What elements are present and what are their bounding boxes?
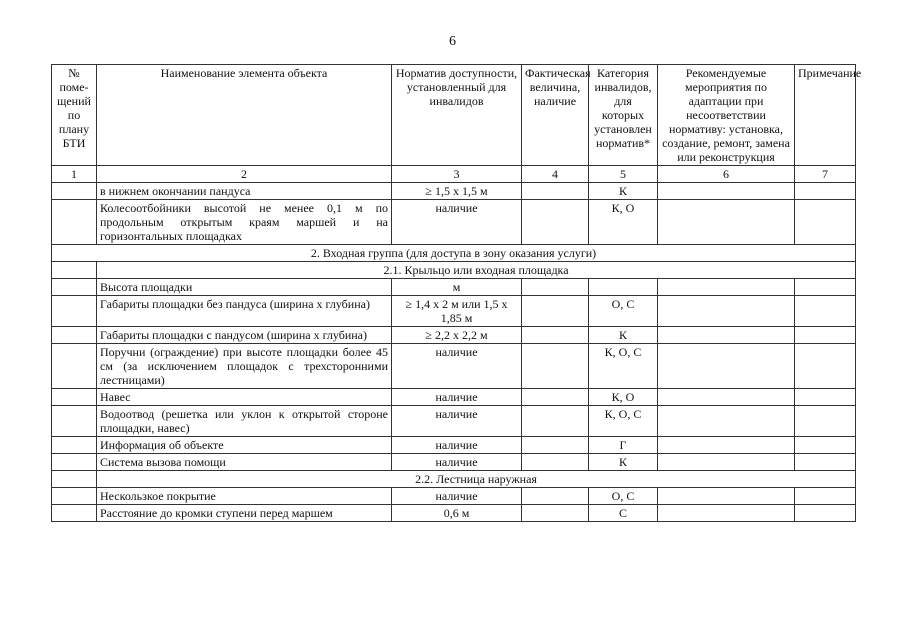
norm-value: ≥ 1,4 x 2 м или 1,5 x 1,85 м <box>392 296 522 327</box>
subsection-heading: 2.2. Лестница наружная <box>97 471 856 488</box>
category-value: С <box>589 505 658 522</box>
norm-value: наличие <box>392 488 522 505</box>
category-value <box>589 279 658 296</box>
header-note: Примечание <box>795 65 856 166</box>
element-name: Система вызова помощи <box>97 454 392 471</box>
header-room-number: № поме-щений по плану БТИ <box>52 65 97 166</box>
element-name: Информация об объекте <box>97 437 392 454</box>
column-number-row <box>52 166 856 183</box>
norm-value: 0,6 м <box>392 505 522 522</box>
column-number: 7 <box>795 166 856 183</box>
norm-value: наличие <box>392 406 522 437</box>
element-name: Габариты площадки без пандуса (ширина x глубина) <box>97 296 392 327</box>
section-row <box>52 245 856 262</box>
element-name: Нескользкое покрытие <box>97 488 392 505</box>
header-recommended-measures: Рекомендуемые мероприятия по адаптации при несоответствии нормативу: установка, создание, ремонт, замена или реконструкция <box>658 65 795 166</box>
element-name: в нижнем окончании пандуса <box>97 183 392 200</box>
subsection-heading: 2.1. Крыльцо или входная площадка <box>97 262 856 279</box>
header-row <box>52 65 856 166</box>
element-name: Высота площадки <box>97 279 392 296</box>
norm-value: наличие <box>392 344 522 389</box>
header-actual-value: Фактическая величина, наличие <box>522 65 589 166</box>
table-row <box>52 279 856 296</box>
element-name: Водоотвод (решетка или уклон к открытой стороне площадки, навес) <box>97 406 392 437</box>
norm-value: наличие <box>392 454 522 471</box>
table-row <box>52 296 856 327</box>
column-number: 5 <box>589 166 658 183</box>
header-disability-category: Категория инвалидов, для которых установлен норматив* <box>589 65 658 166</box>
element-name: Габариты площадки с пандусом (ширина x глубина) <box>97 327 392 344</box>
category-value: К, О <box>589 200 658 245</box>
page-number: 6 <box>449 34 456 49</box>
section-heading: 2. Входная группа (для доступа в зону оказания услуги) <box>52 245 856 262</box>
category-value: К, О, С <box>589 406 658 437</box>
column-number: 4 <box>522 166 589 183</box>
subsection-row <box>52 471 856 488</box>
element-name: Колесоотбойники высотой не менее 0,1 м по продольным открытым краям маршей и на горизонтальных площадках <box>97 200 392 245</box>
norm-value: наличие <box>392 437 522 454</box>
header-norm: Норматив доступности, установленный для инвалидов <box>392 65 522 166</box>
norm-value: ≥ 1,5 x 1,5 м <box>392 183 522 200</box>
column-number: 6 <box>658 166 795 183</box>
category-value: Г <box>589 437 658 454</box>
accessibility-table <box>51 64 862 522</box>
table-row <box>52 454 856 471</box>
norm-value: наличие <box>392 389 522 406</box>
table-row <box>52 327 856 344</box>
column-number: 1 <box>52 166 97 183</box>
table-row <box>52 200 856 245</box>
subsection-row <box>52 262 856 279</box>
header-element-name: Наименование элемента объекта <box>97 65 392 166</box>
category-value: К <box>589 327 658 344</box>
element-name: Поручни (ограждение) при высоте площадки более 45 см (за исключением площадок с трехсторонними лестницами) <box>97 344 392 389</box>
norm-value: ≥ 2,2 x 2,2 м <box>392 327 522 344</box>
norm-value: наличие <box>392 200 522 245</box>
element-name: Расстояние до кромки ступени перед маршем <box>97 505 392 522</box>
table-row <box>52 344 856 389</box>
column-number: 2 <box>97 166 392 183</box>
category-value: К <box>589 183 658 200</box>
category-value: К <box>589 454 658 471</box>
category-value: О, С <box>589 488 658 505</box>
category-value: К, О <box>589 389 658 406</box>
table-row <box>52 488 856 505</box>
table-row <box>52 389 856 406</box>
category-value: К, О, С <box>589 344 658 389</box>
table-row <box>52 505 856 522</box>
table-row <box>52 183 856 200</box>
table-row <box>52 437 856 454</box>
table-row <box>52 406 856 437</box>
column-number: 3 <box>392 166 522 183</box>
norm-value: м <box>392 279 522 296</box>
category-value: О, С <box>589 296 658 327</box>
element-name: Навес <box>97 389 392 406</box>
